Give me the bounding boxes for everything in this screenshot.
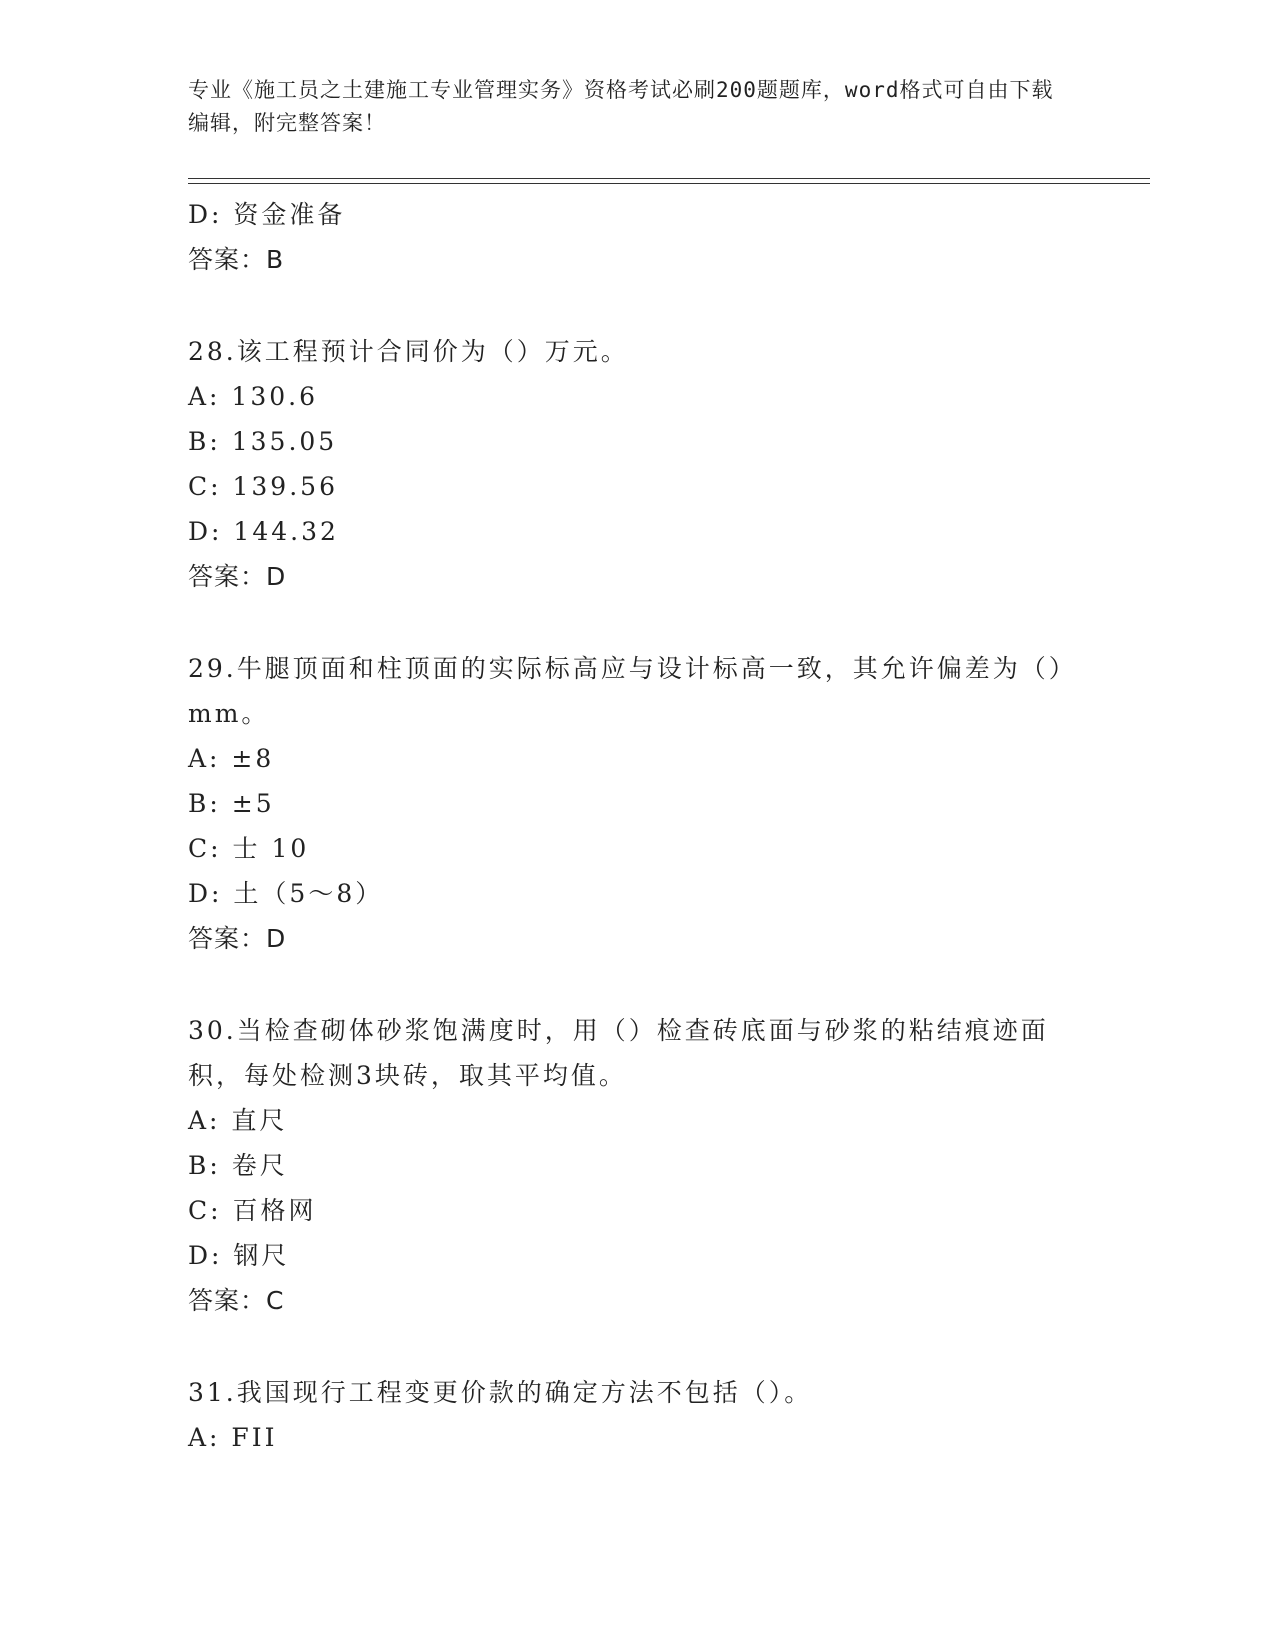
answer-label: 答案：B bbox=[188, 245, 285, 274]
question-28 bbox=[188, 329, 1088, 599]
option-b: B: ±5 bbox=[188, 789, 275, 818]
question-stem: 30.当检查砌体砂浆饱满度时，用（）检查砖底面与砂浆的粘结痕迹面积，每处检测3块砖，取其平均值。 bbox=[188, 1016, 1049, 1090]
question-30 bbox=[188, 1008, 1088, 1323]
option-a: A: ±8 bbox=[188, 744, 275, 773]
question-31 bbox=[188, 1370, 1088, 1460]
option-d: D: 资金准备 bbox=[188, 200, 346, 229]
option-d: D: 钢尺 bbox=[188, 1241, 290, 1270]
option-c: C: 士 10 bbox=[188, 834, 310, 863]
question-stem: 29.牛腿顶面和柱顶面的实际标高应与设计标高一致，其允许偏差为（）mm。 bbox=[188, 654, 1065, 728]
option-d: D: 土（5～8） bbox=[188, 879, 384, 908]
spacer bbox=[188, 1323, 1088, 1370]
question-29 bbox=[188, 646, 1088, 961]
header-title: 专业《施工员之土建施工专业管理实务》资格考试必刷200题题库，word格式可自由下载编辑，附完整答案！ bbox=[188, 78, 1054, 135]
option-a: A: FII bbox=[188, 1423, 278, 1452]
document-header bbox=[188, 74, 1068, 140]
option-a: A: 130.6 bbox=[188, 382, 318, 411]
header-divider-top bbox=[188, 178, 1150, 179]
header-divider-bottom bbox=[188, 183, 1150, 184]
answer-label: 答案：C bbox=[188, 1286, 285, 1315]
question-list bbox=[188, 192, 1088, 1460]
answer-label: 答案：D bbox=[188, 562, 287, 591]
option-b: B: 135.05 bbox=[188, 427, 338, 456]
spacer bbox=[188, 599, 1088, 646]
question-stem: 31.我国现行工程变更价款的确定方法不包括（）。 bbox=[188, 1378, 813, 1407]
option-d: D: 144.32 bbox=[188, 517, 339, 546]
spacer bbox=[188, 961, 1088, 1008]
option-a: A: 直尺 bbox=[188, 1106, 288, 1135]
option-c: C: 139.56 bbox=[188, 472, 338, 501]
question-stem: 28.该工程预计合同价为（）万元。 bbox=[188, 337, 629, 366]
option-b: B: 卷尺 bbox=[188, 1151, 288, 1180]
spacer bbox=[188, 282, 1088, 329]
answer-label: 答案：D bbox=[188, 924, 287, 953]
option-c: C: 百格网 bbox=[188, 1196, 317, 1225]
